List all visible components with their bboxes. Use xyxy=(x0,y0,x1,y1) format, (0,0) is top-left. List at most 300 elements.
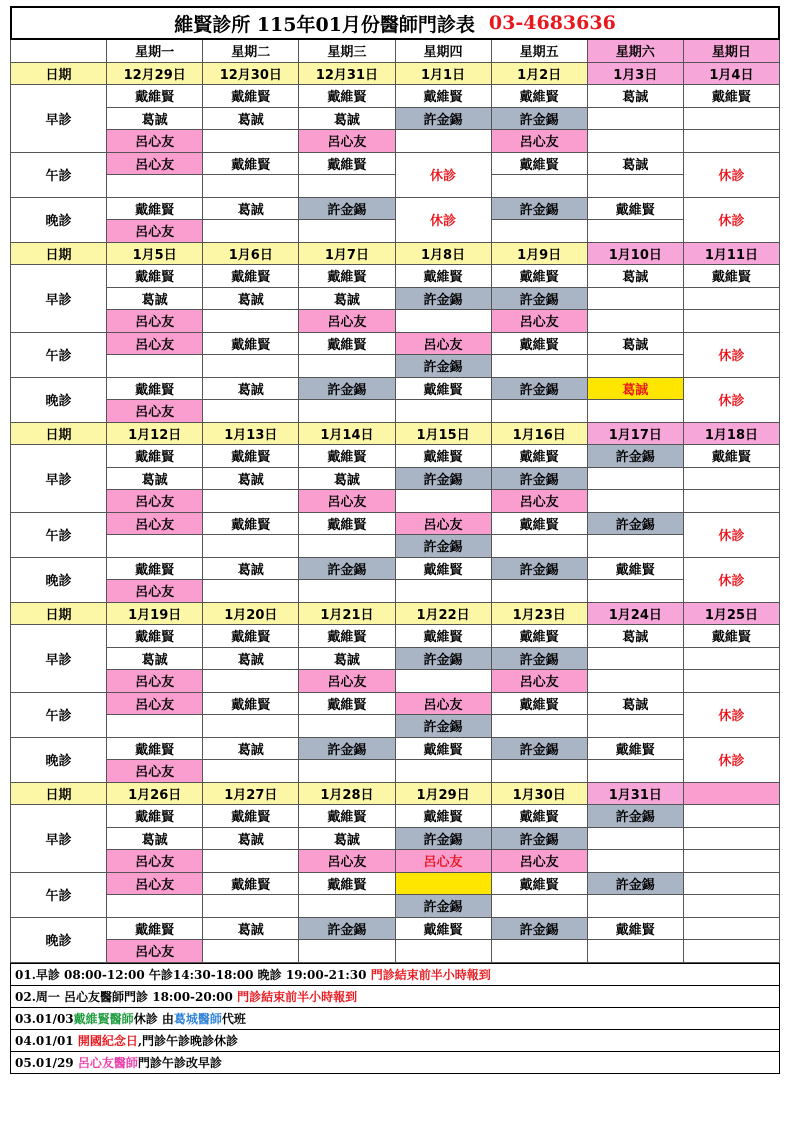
date-cell: 1月19日 xyxy=(107,602,203,625)
doctor-cell: 葛誠 xyxy=(299,467,395,490)
doctor-cell: 葛誠 xyxy=(107,287,203,310)
doctor-cell: 葛誠 xyxy=(203,557,299,580)
doctor-cell xyxy=(203,580,299,603)
doctor-cell: 呂心友 xyxy=(107,512,203,535)
doctor-cell: 葛誠 xyxy=(203,377,299,400)
doctor-cell xyxy=(683,917,779,940)
doctor-cell: 戴維賢 xyxy=(107,85,203,108)
doctor-cell: 葛誠 xyxy=(299,827,395,850)
morning-session-row xyxy=(11,107,780,130)
afternoon-session-row xyxy=(11,332,780,355)
date-cell: 1月18日 xyxy=(683,422,779,445)
evening-session-label: 晚診 xyxy=(11,557,107,602)
evening-session-label: 晚診 xyxy=(11,377,107,422)
date-row xyxy=(11,782,780,805)
doctor-cell: 葛誠 xyxy=(299,107,395,130)
doctor-cell: 許金錫 xyxy=(587,805,683,828)
evening-session-row xyxy=(11,197,780,220)
doctor-cell xyxy=(587,220,683,243)
doctor-cell: 戴維賢 xyxy=(299,445,395,468)
date-cell: 1月23日 xyxy=(491,602,587,625)
doctor-cell xyxy=(587,107,683,130)
schedule-sheet xyxy=(10,6,780,1074)
doctor-cell xyxy=(587,940,683,963)
morning-session-row xyxy=(11,805,780,828)
doctor-cell xyxy=(587,670,683,693)
doctor-cell xyxy=(491,715,587,738)
date-cell: 1月21日 xyxy=(299,602,395,625)
morning-session-label: 早診 xyxy=(11,625,107,693)
doctor-cell xyxy=(299,175,395,198)
date-cell: 1月2日 xyxy=(491,62,587,85)
doctor-cell: 呂心友 xyxy=(107,310,203,333)
doctor-cell: 許金錫 xyxy=(491,917,587,940)
doctor-cell: 呂心友 xyxy=(107,760,203,783)
date-cell: 1月30日 xyxy=(491,782,587,805)
doctor-cell: 許金錫 xyxy=(395,107,491,130)
doctor-cell xyxy=(683,940,779,963)
doctor-cell xyxy=(683,850,779,873)
doctor-cell: 許金錫 xyxy=(395,647,491,670)
doctor-cell xyxy=(491,175,587,198)
doctor-cell xyxy=(395,310,491,333)
morning-session-row xyxy=(11,490,780,513)
doctor-cell xyxy=(203,175,299,198)
date-cell: 1月20日 xyxy=(203,602,299,625)
doctor-cell: 葛誠 xyxy=(203,197,299,220)
doctor-cell: 葛誠 xyxy=(107,107,203,130)
doctor-cell: 呂心友 xyxy=(491,310,587,333)
doctor-cell: 葛誠 xyxy=(203,107,299,130)
header-corner xyxy=(11,39,107,62)
doctor-cell: 戴維賢 xyxy=(491,85,587,108)
doctor-cell: 呂心友 xyxy=(299,850,395,873)
doctor-cell: 葛誠 xyxy=(203,287,299,310)
doctor-cell: 戴維賢 xyxy=(107,197,203,220)
doctor-cell: 戴維賢 xyxy=(395,557,491,580)
doctor-cell: 戴維賢 xyxy=(107,805,203,828)
doctor-cell: 戴維賢 xyxy=(203,872,299,895)
doctor-cell xyxy=(491,535,587,558)
afternoon-session-label: 午診 xyxy=(11,332,107,377)
doctor-cell: 葛誠 xyxy=(299,647,395,670)
doctor-cell: 戴維賢 xyxy=(587,197,683,220)
note-row xyxy=(11,1029,780,1051)
note-text: 門診午診改早診 xyxy=(137,1055,222,1070)
date-cell: 1月26日 xyxy=(107,782,203,805)
note-cell xyxy=(11,963,780,985)
date-row xyxy=(11,242,780,265)
morning-session-row xyxy=(11,85,780,108)
morning-session-row xyxy=(11,625,780,648)
doctor-cell: 呂心友 xyxy=(107,130,203,153)
doctor-cell xyxy=(587,580,683,603)
doctor-cell: 戴維賢 xyxy=(395,85,491,108)
doctor-cell: 戴維賢 xyxy=(203,152,299,175)
note-row xyxy=(11,1051,780,1073)
morning-session-row xyxy=(11,130,780,153)
note-text: 休診 由 xyxy=(133,1011,174,1026)
doctor-cell xyxy=(299,940,395,963)
doctor-cell xyxy=(203,670,299,693)
morning-session-row xyxy=(11,670,780,693)
doctor-cell xyxy=(395,940,491,963)
note-text: 門診結束前半小時報到 xyxy=(370,967,491,982)
doctor-cell xyxy=(683,647,779,670)
doctor-cell xyxy=(299,580,395,603)
doctor-cell xyxy=(587,827,683,850)
closed-cell: 休診 xyxy=(683,692,779,737)
note-cell xyxy=(11,1007,780,1029)
doctor-cell xyxy=(203,310,299,333)
doctor-cell: 戴維賢 xyxy=(491,692,587,715)
note-text: 戴維賢醫師 xyxy=(73,1011,134,1026)
doctor-cell xyxy=(299,220,395,243)
doctor-cell: 戴維賢 xyxy=(203,805,299,828)
afternoon-session-row xyxy=(11,355,780,378)
doctor-cell: 許金錫 xyxy=(491,647,587,670)
doctor-cell: 戴維賢 xyxy=(299,332,395,355)
weekday-header: 星期四 xyxy=(395,39,491,62)
date-cell: 1月3日 xyxy=(587,62,683,85)
date-cell: 12月29日 xyxy=(107,62,203,85)
morning-session-row xyxy=(11,445,780,468)
doctor-cell xyxy=(203,715,299,738)
weekday-header: 星期三 xyxy=(299,39,395,62)
doctor-cell: 葛誠 xyxy=(299,287,395,310)
doctor-cell xyxy=(491,940,587,963)
date-cell: 1月1日 xyxy=(395,62,491,85)
doctor-cell: 葛誠 xyxy=(107,827,203,850)
note-row xyxy=(11,985,780,1007)
doctor-cell: 許金錫 xyxy=(395,355,491,378)
doctor-cell xyxy=(683,130,779,153)
doctor-cell: 戴維賢 xyxy=(683,265,779,288)
doctor-cell xyxy=(203,895,299,918)
closed-cell: 休診 xyxy=(395,152,491,197)
doctor-cell xyxy=(587,895,683,918)
date-cell: 1月7日 xyxy=(299,242,395,265)
doctor-cell: 呂心友 xyxy=(107,152,203,175)
doctor-cell: 許金錫 xyxy=(299,737,395,760)
note-text: 04.01/01 xyxy=(15,1033,78,1048)
doctor-cell xyxy=(395,400,491,423)
date-cell: 1月25日 xyxy=(683,602,779,625)
doctor-cell xyxy=(299,355,395,378)
note-text: 代班 xyxy=(221,1011,246,1026)
date-cell: 1月14日 xyxy=(299,422,395,445)
morning-session-row xyxy=(11,850,780,873)
doctor-cell: 戴維賢 xyxy=(299,625,395,648)
doctor-cell xyxy=(587,400,683,423)
doctor-cell: 戴維賢 xyxy=(491,445,587,468)
date-label: 日期 xyxy=(11,602,107,625)
doctor-cell: 呂心友 xyxy=(107,490,203,513)
note-text: ,門診午診晚診休診 xyxy=(137,1033,239,1048)
doctor-cell xyxy=(203,490,299,513)
doctor-cell: 許金錫 xyxy=(395,827,491,850)
date-cell: 1月10日 xyxy=(587,242,683,265)
doctor-cell xyxy=(491,400,587,423)
weekday-header: 星期一 xyxy=(107,39,203,62)
doctor-cell xyxy=(203,940,299,963)
doctor-cell: 戴維賢 xyxy=(491,332,587,355)
note-row xyxy=(11,963,780,985)
evening-session-row xyxy=(11,557,780,580)
doctor-cell: 許金錫 xyxy=(395,287,491,310)
evening-session-row xyxy=(11,400,780,423)
doctor-cell: 戴維賢 xyxy=(491,625,587,648)
morning-session-row xyxy=(11,287,780,310)
doctor-cell: 戴維賢 xyxy=(107,737,203,760)
morning-session-label: 早診 xyxy=(11,265,107,333)
date-cell: 1月16日 xyxy=(491,422,587,445)
doctor-cell: 呂心友 xyxy=(107,580,203,603)
morning-session-label: 早診 xyxy=(11,805,107,873)
afternoon-session-label: 午診 xyxy=(11,692,107,737)
doctor-cell: 戴維賢 xyxy=(683,445,779,468)
doctor-cell xyxy=(587,287,683,310)
doctor-cell xyxy=(299,535,395,558)
notes-table xyxy=(10,963,780,1074)
doctor-cell: 呂心友 xyxy=(395,512,491,535)
date-cell: 1月24日 xyxy=(587,602,683,625)
doctor-cell xyxy=(587,130,683,153)
doctor-cell xyxy=(587,850,683,873)
date-label: 日期 xyxy=(11,62,107,85)
date-cell: 1月8日 xyxy=(395,242,491,265)
doctor-cell: 葛誠 xyxy=(587,377,683,400)
doctor-cell: 戴維賢 xyxy=(107,917,203,940)
doctor-cell: 許金錫 xyxy=(587,872,683,895)
afternoon-session-row xyxy=(11,152,780,175)
closed-cell: 休診 xyxy=(683,332,779,377)
morning-session-row xyxy=(11,827,780,850)
date-cell: 1月11日 xyxy=(683,242,779,265)
note-cell xyxy=(11,985,780,1007)
doctor-cell: 許金錫 xyxy=(491,557,587,580)
doctor-cell: 葛誠 xyxy=(587,625,683,648)
doctor-cell: 葛誠 xyxy=(107,647,203,670)
evening-session-row xyxy=(11,940,780,963)
doctor-cell xyxy=(299,760,395,783)
closed-cell: 休診 xyxy=(683,377,779,422)
afternoon-session-row xyxy=(11,872,780,895)
morning-session-row xyxy=(11,265,780,288)
date-cell: 12月30日 xyxy=(203,62,299,85)
doctor-cell: 戴維賢 xyxy=(107,265,203,288)
doctor-cell: 呂心友 xyxy=(107,872,203,895)
doctor-cell xyxy=(299,400,395,423)
doctor-cell: 戴維賢 xyxy=(395,917,491,940)
date-cell: 1月31日 xyxy=(587,782,683,805)
doctor-cell: 葛誠 xyxy=(587,265,683,288)
doctor-cell xyxy=(587,490,683,513)
doctor-cell xyxy=(299,715,395,738)
doctor-cell xyxy=(491,580,587,603)
doctor-cell: 許金錫 xyxy=(395,715,491,738)
doctor-cell: 戴維賢 xyxy=(299,805,395,828)
doctor-cell: 呂心友 xyxy=(107,400,203,423)
doctor-cell: 戴維賢 xyxy=(395,737,491,760)
doctor-cell: 戴維賢 xyxy=(395,265,491,288)
doctor-cell xyxy=(299,895,395,918)
doctor-cell: 許金錫 xyxy=(299,197,395,220)
weekday-header: 星期二 xyxy=(203,39,299,62)
doctor-cell xyxy=(683,467,779,490)
date-cell: 1月22日 xyxy=(395,602,491,625)
note-text: 門診結束前半小時報到 xyxy=(237,989,358,1004)
doctor-cell: 呂心友 xyxy=(107,332,203,355)
note-text: 01.早診 08:00-12:00 午診14:30-18:00 晚診 19:00-21:30 xyxy=(15,967,371,982)
closed-cell: 休診 xyxy=(683,557,779,602)
page-title xyxy=(10,6,780,38)
doctor-cell: 許金錫 xyxy=(491,827,587,850)
doctor-cell: 呂心友 xyxy=(107,220,203,243)
note-cell xyxy=(11,1029,780,1051)
doctor-cell xyxy=(395,872,491,895)
weekday-header-row xyxy=(11,39,780,62)
doctor-cell: 戴維賢 xyxy=(203,692,299,715)
afternoon-session-row xyxy=(11,895,780,918)
evening-session-row xyxy=(11,580,780,603)
evening-session-label: 晚診 xyxy=(11,917,107,962)
doctor-cell xyxy=(683,827,779,850)
doctor-cell: 戴維賢 xyxy=(203,445,299,468)
doctor-cell xyxy=(395,670,491,693)
doctor-cell: 戴維賢 xyxy=(491,872,587,895)
doctor-cell: 呂心友 xyxy=(395,332,491,355)
date-cell: 1月5日 xyxy=(107,242,203,265)
date-cell: 1月17日 xyxy=(587,422,683,445)
doctor-cell: 呂心友 xyxy=(395,692,491,715)
doctor-cell xyxy=(587,760,683,783)
doctor-cell: 戴維賢 xyxy=(491,805,587,828)
doctor-cell xyxy=(683,670,779,693)
date-cell: 12月31日 xyxy=(299,62,395,85)
doctor-cell: 葛誠 xyxy=(587,152,683,175)
doctor-cell: 呂心友 xyxy=(491,850,587,873)
doctor-cell xyxy=(203,850,299,873)
afternoon-session-label: 午診 xyxy=(11,512,107,557)
doctor-cell xyxy=(587,310,683,333)
afternoon-session-row xyxy=(11,512,780,535)
date-cell: 1月12日 xyxy=(107,422,203,445)
doctor-cell xyxy=(683,872,779,895)
evening-session-label: 晚診 xyxy=(11,737,107,782)
doctor-cell: 許金錫 xyxy=(299,377,395,400)
doctor-cell: 呂心友 xyxy=(107,692,203,715)
date-cell: 1月13日 xyxy=(203,422,299,445)
note-text: 03.01/03 xyxy=(15,1011,74,1026)
doctor-cell: 戴維賢 xyxy=(491,265,587,288)
doctor-cell xyxy=(203,130,299,153)
doctor-cell xyxy=(683,107,779,130)
doctor-cell: 戴維賢 xyxy=(203,332,299,355)
date-cell: 1月9日 xyxy=(491,242,587,265)
doctor-cell: 戴維賢 xyxy=(491,152,587,175)
doctor-cell: 戴維賢 xyxy=(395,377,491,400)
doctor-cell: 葛誠 xyxy=(203,737,299,760)
doctor-cell: 戴維賢 xyxy=(203,85,299,108)
morning-session-row xyxy=(11,310,780,333)
note-text: 葛城醫師 xyxy=(173,1011,222,1026)
doctor-cell: 呂心友 xyxy=(299,130,395,153)
evening-session-row xyxy=(11,377,780,400)
doctor-cell: 呂心友 xyxy=(107,850,203,873)
doctor-cell: 葛誠 xyxy=(203,647,299,670)
doctor-cell xyxy=(395,490,491,513)
date-cell xyxy=(683,782,779,805)
doctor-cell xyxy=(395,580,491,603)
doctor-cell xyxy=(107,175,203,198)
doctor-cell: 許金錫 xyxy=(395,895,491,918)
doctor-cell xyxy=(203,220,299,243)
doctor-cell: 戴維賢 xyxy=(203,625,299,648)
doctor-cell xyxy=(107,715,203,738)
doctor-cell: 呂心友 xyxy=(299,490,395,513)
doctor-cell xyxy=(107,355,203,378)
doctor-cell xyxy=(107,895,203,918)
date-label: 日期 xyxy=(11,242,107,265)
date-label: 日期 xyxy=(11,422,107,445)
doctor-cell: 葛誠 xyxy=(587,85,683,108)
doctor-cell: 戴維賢 xyxy=(299,512,395,535)
doctor-cell: 戴維賢 xyxy=(107,377,203,400)
doctor-cell: 戴維賢 xyxy=(587,737,683,760)
doctor-cell: 戴維賢 xyxy=(107,625,203,648)
date-cell: 1月15日 xyxy=(395,422,491,445)
morning-session-row xyxy=(11,467,780,490)
doctor-cell: 許金錫 xyxy=(491,107,587,130)
doctor-cell: 許金錫 xyxy=(491,377,587,400)
weekday-header: 星期六 xyxy=(587,39,683,62)
doctor-cell: 許金錫 xyxy=(587,512,683,535)
doctor-cell: 戴維賢 xyxy=(203,512,299,535)
evening-session-label: 晚診 xyxy=(11,197,107,242)
evening-session-row xyxy=(11,760,780,783)
doctor-cell: 戴維賢 xyxy=(299,265,395,288)
doctor-cell xyxy=(683,895,779,918)
weekday-header: 星期日 xyxy=(683,39,779,62)
doctor-cell: 戴維賢 xyxy=(395,625,491,648)
afternoon-session-label: 午診 xyxy=(11,872,107,917)
note-text: 呂心友醫師 xyxy=(77,1055,138,1070)
doctor-cell xyxy=(587,175,683,198)
doctor-cell: 戴維賢 xyxy=(107,557,203,580)
doctor-cell xyxy=(203,400,299,423)
doctor-cell: 許金錫 xyxy=(299,557,395,580)
doctor-cell xyxy=(491,355,587,378)
afternoon-session-row xyxy=(11,692,780,715)
doctor-cell: 戴維賢 xyxy=(395,445,491,468)
doctor-cell: 許金錫 xyxy=(587,445,683,468)
doctor-cell xyxy=(491,220,587,243)
doctor-cell xyxy=(683,805,779,828)
doctor-cell xyxy=(587,647,683,670)
doctor-cell: 許金錫 xyxy=(491,467,587,490)
doctor-cell xyxy=(203,760,299,783)
morning-session-label: 早診 xyxy=(11,85,107,153)
note-text: 02.周一 呂心友醫師門診 18:00-20:00 xyxy=(15,989,238,1004)
doctor-cell xyxy=(203,535,299,558)
doctor-cell: 葛誠 xyxy=(203,467,299,490)
doctor-cell xyxy=(395,130,491,153)
doctor-cell: 戴維賢 xyxy=(107,445,203,468)
doctor-cell: 戴維賢 xyxy=(203,265,299,288)
doctor-cell: 戴維賢 xyxy=(683,85,779,108)
doctor-cell: 戴維賢 xyxy=(299,85,395,108)
